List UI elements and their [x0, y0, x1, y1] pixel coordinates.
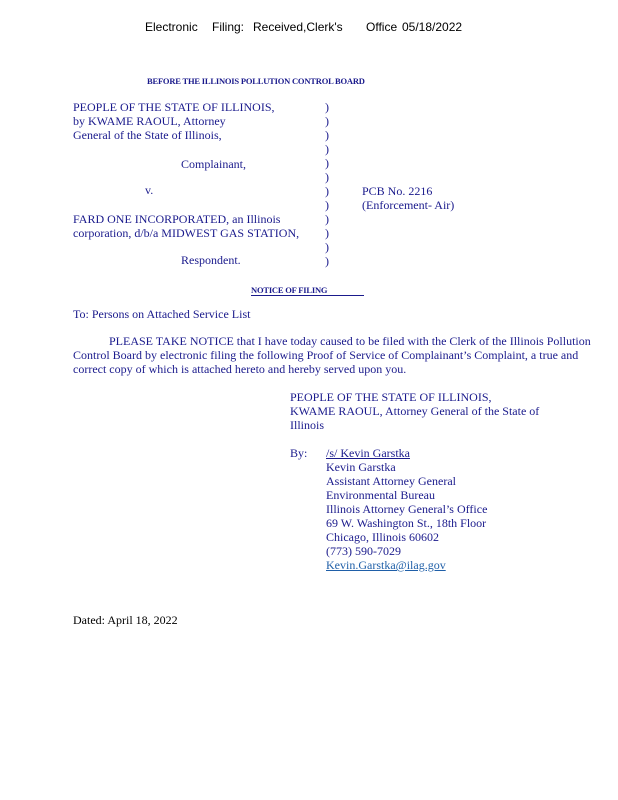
caption-paren: ): [325, 156, 329, 170]
caption-line-3: General of the State of Illinois,: [73, 128, 222, 142]
stamp-office: Office: [366, 20, 398, 34]
caption-paren: ): [325, 170, 329, 184]
caption-paren: ): [325, 198, 329, 212]
to-line: To: Persons on Attached Service List: [73, 307, 251, 321]
stamp-electronic: Electronic: [145, 20, 198, 34]
signer-street: 69 W. Washington St., 18th Floor: [326, 516, 487, 530]
board-heading: BEFORE THE ILLINOIS POLLUTION CONTROL BOARD: [147, 76, 365, 86]
signature-party-line-2: KWAME RAOUL, Attorney General of the State of: [290, 404, 540, 418]
caption-paren: ): [325, 184, 329, 198]
caption-line-1: PEOPLE OF THE STATE OF ILLINOIS,: [73, 100, 275, 114]
notice-title-underline: [251, 295, 364, 296]
signature-party-line-1: PEOPLE OF THE STATE OF ILLINOIS,: [290, 390, 492, 404]
dated-line: Dated: April 18, 2022: [73, 613, 178, 627]
caption-paren: ): [325, 212, 329, 226]
signer-bureau: Environmental Bureau: [326, 488, 435, 502]
caption-paren: ): [325, 100, 329, 114]
signer-title: Assistant Attorney General: [326, 474, 456, 488]
notice-body: PLEASE TAKE NOTICE that I have today caused to be filed with the Clerk of the Illinois Pollution Control Board by electronic filing the following Proof of Service of Complainant’s Complaint, a true and correct copy of which is attached hereto and hereby served upon you.: [73, 334, 591, 376]
case-type: (Enforcement- Air): [362, 198, 455, 212]
caption-paren: ): [325, 128, 329, 142]
complainant-label: Complainant,: [181, 157, 246, 171]
caption-paren: ): [325, 254, 329, 268]
caption-line-2: by KWAME RAOUL, Attorney: [73, 114, 226, 128]
signer-name: Kevin Garstka: [326, 460, 396, 474]
respondent-label: Respondent.: [181, 253, 241, 267]
caption-paren: ): [325, 142, 329, 156]
by-label: By:: [290, 446, 308, 460]
signer-city: Chicago, Illinois 60602: [326, 530, 439, 544]
signer-phone: (773) 590-7029: [326, 544, 401, 558]
stamp-filing: Filing:: [212, 20, 245, 34]
case-number: PCB No. 2216: [362, 184, 433, 198]
respondent-name-line-1: FARD ONE INCORPORATED, an Illinois: [73, 212, 281, 226]
caption-paren: ): [325, 240, 329, 254]
stamp-date: 05/18/2022: [402, 20, 463, 34]
signer-office: Illinois Attorney General’s Office: [326, 502, 488, 516]
versus-label: v.: [145, 183, 154, 197]
caption-paren: ): [325, 226, 329, 240]
signer-email-link[interactable]: Kevin.Garstka@ilag.gov: [326, 558, 446, 572]
notice-title: NOTICE OF FILING: [251, 285, 328, 295]
electronic-signature: /s/ Kevin Garstka: [326, 446, 410, 460]
stamp-received: Received,Clerk's: [253, 20, 343, 34]
signature-party-line-3: Illinois: [290, 418, 325, 432]
caption-paren: ): [325, 114, 329, 128]
respondent-name-line-2: corporation, d/b/a MIDWEST GAS STATION,: [73, 226, 300, 240]
